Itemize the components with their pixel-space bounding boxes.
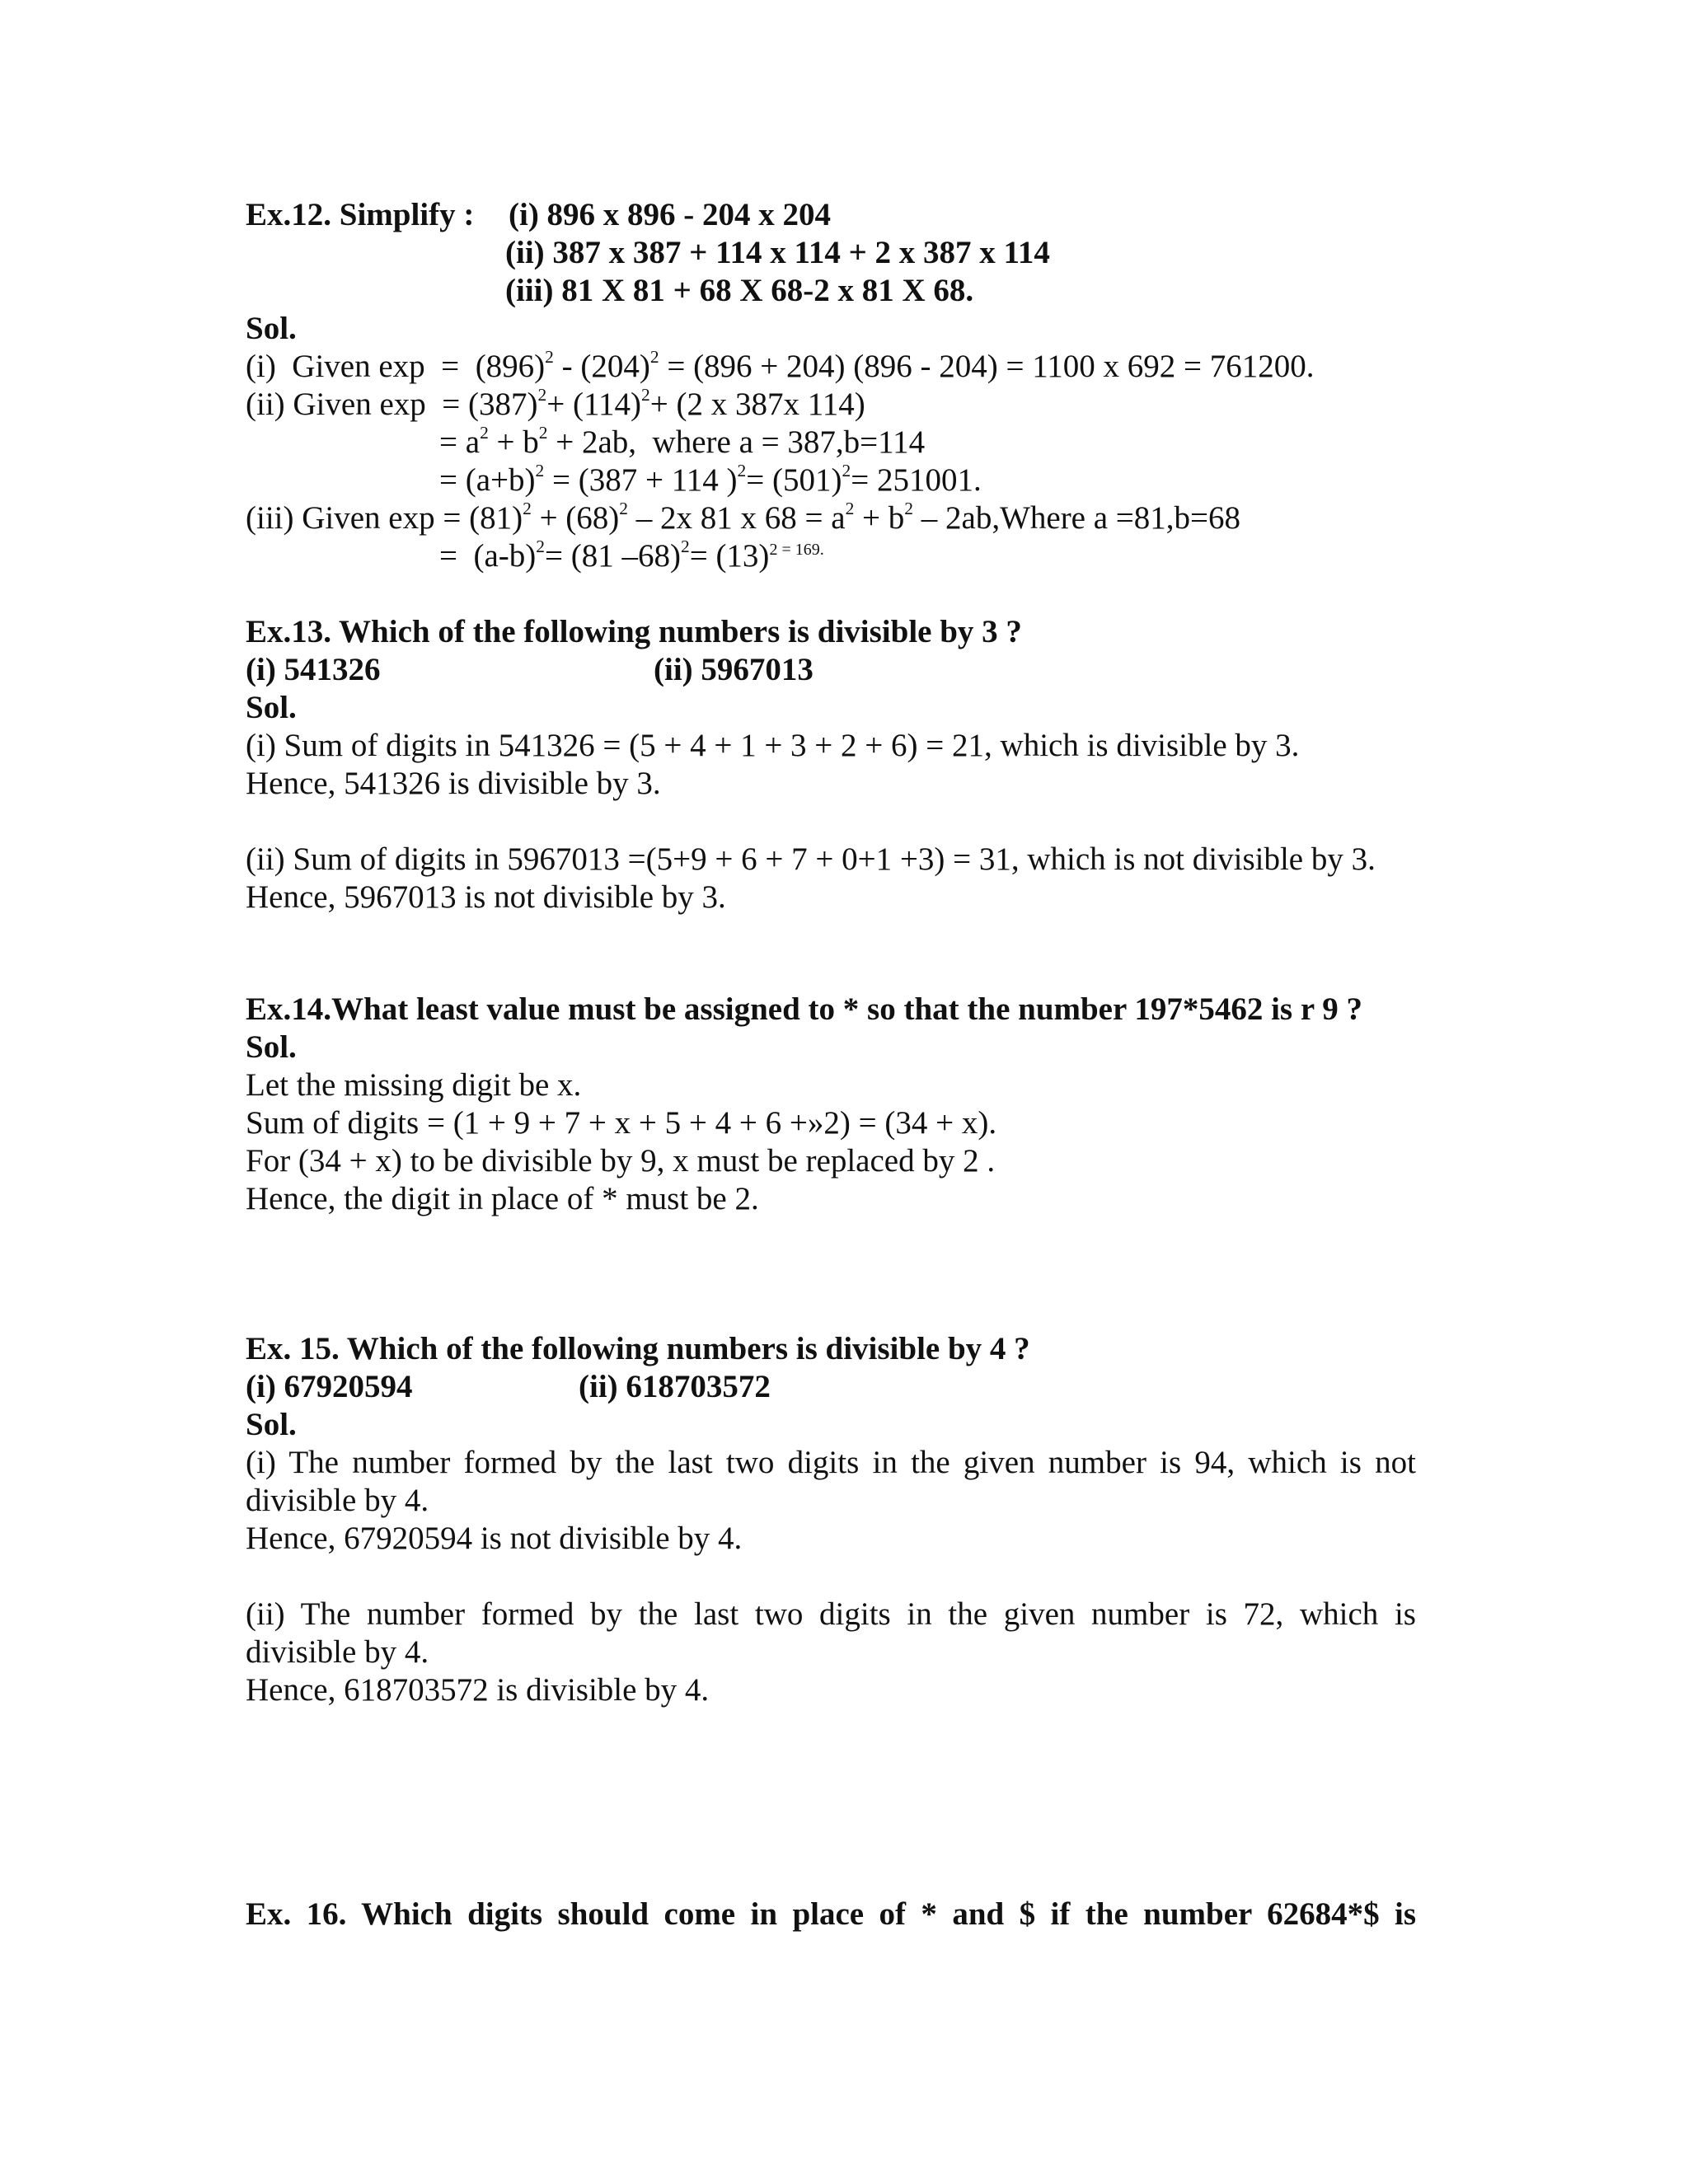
ex12-sol-label: Sol. — [246, 311, 297, 346]
ex13-line-3: (ii) Sum of digits in 5967013 =(5+9 + 6 + 7 + 0+1 +3) = 31, which is not divisible by 3. — [246, 841, 1376, 877]
ex12-question-1: (i) 896 x 896 - 204 x 204 — [509, 197, 832, 232]
ex12-solution-ii-step3: = $(a+b)^2 = (387 + 114$ )$^2= (501)^2= 251001$. — [439, 460, 982, 498]
ex12-solution-ii: (ii) Given $\exp = (387)^2+ (114)^2+ (2$ x 387x 114) — [246, 384, 865, 422]
ex14-heading: Ex.14.What least value must be assigned to * so that the number 197*5462 is r 9 ? — [246, 991, 1362, 1027]
ex12-heading: Ex.12. Simplify : — [246, 197, 475, 232]
ex12-solution-iii-step2: = $(a-b)^2= (81$ $-68)^2= (13)^{2 = 169.}$ — [439, 536, 824, 574]
ex16-heading: Ex. 16. Which digits should come in place of * and $ if the number 62684*$ is — [246, 1896, 1416, 1932]
ex12-solution-i: (i) Given $\exp = (896)^2 - (204)^2 = (896 + 204)$ (896 - 204) = 1100 x 692 = 761200. — [246, 346, 1315, 384]
ex14-line-4: Hence, the digit in place of * must be 2. — [246, 1181, 759, 1216]
ex12-question-3: (iii) 81 X 81 + 68 X 68-2 x 81 X 68. — [505, 273, 974, 308]
ex12-solution-ii-step2: = $a^2 + b^2 + 2ab$, where a = 387,b=114 — [439, 422, 926, 460]
ex14-line-2: Sum of digits = (1 + 9 + 7 + x + 5 + 4 + 6 +»2) = (34 + x). — [246, 1105, 997, 1141]
ex13-sol-label: Sol. — [246, 690, 297, 725]
ex13-line-1: (i) Sum of digits in 541326 = (5 + 4 + 1 + 3 + 2 + 6) = 21, which is divisible by 3. — [246, 728, 1300, 763]
ex15-heading: Ex. 15. Which of the following numbers is divisible by 4 ? — [246, 1331, 1030, 1366]
ex13-line-2: Hence, 541326 is divisible by 3. — [246, 766, 661, 801]
ex14-line-1: Let the missing digit be x. — [246, 1067, 582, 1103]
ex13-option-1: (i) 541326 — [246, 652, 381, 687]
ex15-para-2-cont: divisible by 4. — [246, 1634, 429, 1670]
ex13-option-2: (ii) 5967013 — [654, 652, 814, 687]
ex15-para-1: (i) The number formed by the last two digits in the given number is 94, which is not — [246, 1445, 1416, 1480]
ex15-para-1-cont: divisible by 4. — [246, 1483, 429, 1518]
ex13-heading: Ex.13. Which of the following numbers is divisible by 3 ? — [246, 614, 1022, 649]
ex15-option-2: (ii) 618703572 — [579, 1369, 771, 1404]
ex12-question-2: (ii) 387 x 387 + 114 x 114 + 2 x 387 x 114 — [505, 235, 1050, 270]
ex15-para-2-conclusion: Hence, 618703572 is divisible by 4. — [246, 1672, 710, 1708]
ex14-line-3: For (34 + x) to be divisible by 9, x must be replaced by 2 . — [246, 1143, 996, 1179]
ex12-solution-iii: (iii) Given $\exp = (81)^2 + (68)^2 - 2x$ 81 x $68 = a^2 + b^2$ – 2ab,Where a =81,b=68 — [246, 498, 1241, 536]
ex15-para-1-conclusion: Hence, 67920594 is not divisible by 4. — [246, 1521, 743, 1556]
ex15-option-1: (i) 67920594 — [246, 1369, 413, 1404]
ex13-line-4: Hence, 5967013 is not divisible by 3. — [246, 879, 726, 915]
ex15-para-2: (ii) The number formed by the last two digits in the given number is 72, which is — [246, 1596, 1416, 1632]
ex14-sol-label: Sol. — [246, 1029, 297, 1065]
ex15-sol-label: Sol. — [246, 1407, 297, 1442]
